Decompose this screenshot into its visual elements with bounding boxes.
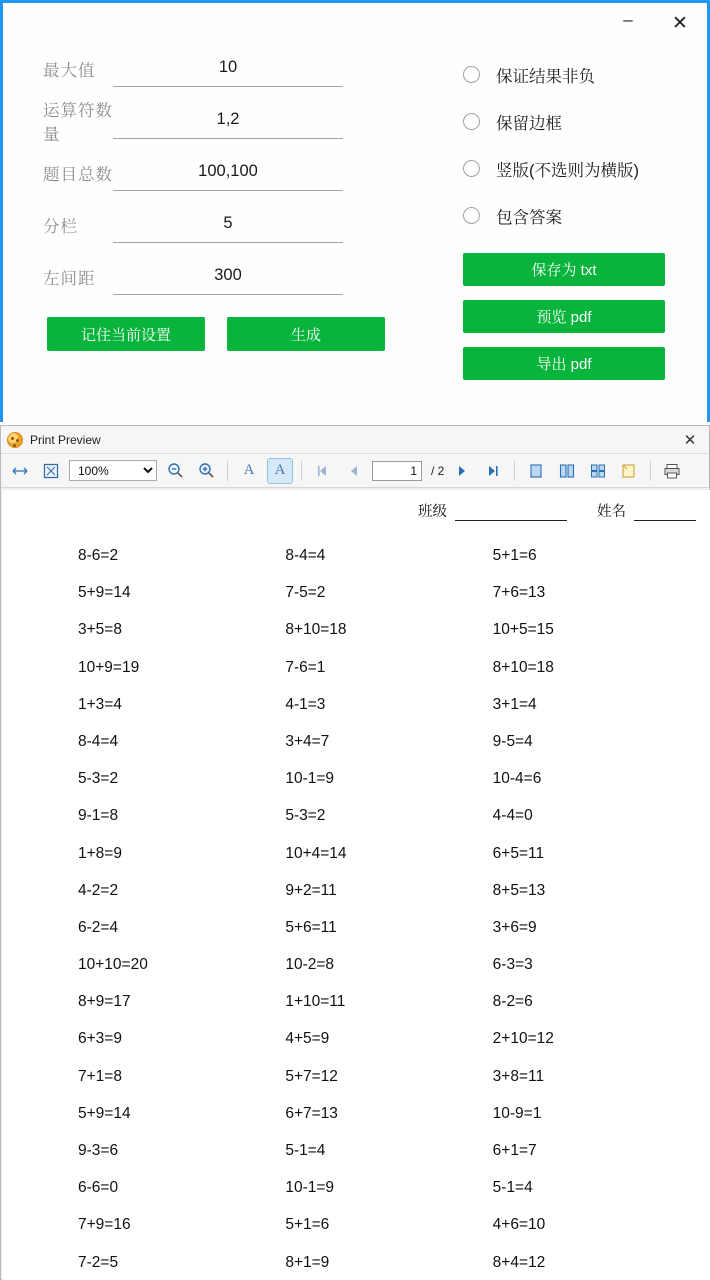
problem-item: 8+10=18 xyxy=(492,658,554,676)
option-label-include-answers: 包含答案 xyxy=(496,208,562,227)
problem-item: 3+5=8 xyxy=(78,621,122,639)
columns-input[interactable] xyxy=(113,207,343,243)
problem-item: 10+10=20 xyxy=(78,956,148,974)
option-label-portrait: 竖版(不选则为横版) xyxy=(496,161,639,180)
input-wrap-operator-count xyxy=(113,103,343,139)
label-max-value: 最大值 xyxy=(43,62,96,80)
left-button-row xyxy=(3,317,433,351)
problem-item: 8-4=4 xyxy=(285,547,326,564)
label-total-problems: 题目总数 xyxy=(43,166,113,184)
right-button-column xyxy=(463,253,665,380)
field-row-total-problems xyxy=(3,147,433,199)
page-number-input[interactable] xyxy=(372,461,422,481)
option-label-keep-border: 保留边框 xyxy=(496,114,562,133)
toolbar-separator-4 xyxy=(650,461,651,481)
problem-item: 8+10=18 xyxy=(285,621,347,639)
problem-item: 6+7=13 xyxy=(285,1104,338,1122)
app-icon xyxy=(7,432,23,448)
field-row-operator-count xyxy=(3,95,433,147)
print-icon[interactable] xyxy=(659,458,685,484)
input-wrap-left-margin xyxy=(113,259,343,295)
input-wrap-columns xyxy=(113,207,343,243)
input-wrap-max-value xyxy=(113,51,343,87)
problem-item: 5+7=12 xyxy=(285,1067,338,1085)
total-problems-input[interactable] xyxy=(113,155,343,191)
problem-item: 5-1=4 xyxy=(285,1142,326,1159)
toolbar-separator-2 xyxy=(301,461,302,481)
page-total-label: / 2 xyxy=(431,463,445,478)
print-preview-window xyxy=(0,425,710,1280)
problem-item: 10-1=9 xyxy=(285,1179,335,1197)
first-page-icon[interactable] xyxy=(310,458,336,484)
radio-icon-non-negative[interactable] xyxy=(463,66,480,83)
notes-icon[interactable] xyxy=(616,458,642,484)
fit-width-icon[interactable] xyxy=(7,458,33,484)
option-portrait[interactable] xyxy=(463,145,710,192)
generator-window xyxy=(0,0,710,422)
problem-item: 8-2=6 xyxy=(492,993,533,1011)
problem-item: 10-4=6 xyxy=(492,770,542,788)
zoom-select[interactable] xyxy=(69,460,157,481)
problem-item: 7-2=5 xyxy=(78,1253,119,1271)
problem-item: 6-2=4 xyxy=(78,918,119,936)
two-page-view-icon[interactable] xyxy=(554,458,580,484)
problem-item: 10+4=14 xyxy=(285,844,347,862)
problem-item: 1+10=11 xyxy=(285,993,346,1011)
problem-item: 3+6=9 xyxy=(492,918,537,936)
field-row-left-margin xyxy=(3,251,433,303)
option-non-negative[interactable] xyxy=(463,51,710,98)
radio-icon-portrait[interactable] xyxy=(463,160,480,177)
problem-item: 5-3=2 xyxy=(78,770,119,788)
fit-page-icon[interactable] xyxy=(38,458,64,484)
problem-item: 3+8=11 xyxy=(492,1067,545,1085)
prev-page-icon[interactable] xyxy=(341,458,367,484)
problem-item: 5-1=4 xyxy=(492,1179,533,1197)
problem-item: 5+9=14 xyxy=(78,1104,131,1122)
remember-settings-button[interactable]: 记住当前设置 xyxy=(47,317,205,351)
print-preview-title: Print Preview xyxy=(30,432,101,447)
print-preview-close-button[interactable]: ✕ xyxy=(683,431,697,449)
next-page-icon[interactable] xyxy=(449,458,475,484)
problem-item: 2+10=12 xyxy=(492,1030,554,1048)
problem-item: 6-3=3 xyxy=(492,956,533,974)
generate-button[interactable]: 生成 xyxy=(227,317,385,351)
problem-item: 8+9=17 xyxy=(78,993,131,1011)
problem-item: 9-1=8 xyxy=(78,807,119,825)
problem-item: 7-5=2 xyxy=(285,584,326,602)
text-size-selected-icon[interactable]: A xyxy=(267,458,293,484)
problem-item: 4-2=2 xyxy=(78,881,119,899)
problem-item: 10-1=9 xyxy=(285,770,335,788)
preview-pdf-button[interactable]: 预览 pdf xyxy=(463,300,665,333)
problem-item: 5+9=14 xyxy=(78,584,131,602)
problem-item: 4+6=10 xyxy=(492,1216,546,1234)
problem-item: 10+5=15 xyxy=(492,621,554,639)
label-columns: 分栏 xyxy=(43,218,78,236)
problem-item: 8+5=13 xyxy=(492,881,546,899)
problem-item: 6+1=7 xyxy=(492,1142,537,1159)
toolbar-separator-3 xyxy=(514,461,515,481)
radio-icon-keep-border[interactable] xyxy=(463,113,480,130)
problem-item: 8+4=12 xyxy=(492,1253,546,1271)
problem-item: 1+3=4 xyxy=(78,695,122,713)
field-row-max-value xyxy=(3,43,433,95)
name-blank-line xyxy=(634,506,696,521)
problem-item: 5+6=11 xyxy=(285,918,337,936)
problem-item: 7+1=8 xyxy=(78,1067,122,1085)
max-value-input[interactable] xyxy=(113,51,343,87)
print-preview-titlebar xyxy=(1,426,709,454)
label-left-margin: 左间距 xyxy=(43,270,96,288)
problem-item: 6+3=9 xyxy=(78,1030,122,1048)
class-label: 班级 xyxy=(418,504,447,520)
class-blank-line xyxy=(455,506,567,521)
name-label: 姓名 xyxy=(597,504,626,520)
operator-count-input[interactable] xyxy=(113,103,343,139)
problem-item: 8-4=4 xyxy=(78,732,119,750)
problem-item: 4-1=3 xyxy=(285,695,326,713)
zoom-out-icon[interactable] xyxy=(162,458,188,484)
minimize-button[interactable]: – xyxy=(623,9,633,29)
settings-form xyxy=(3,43,433,351)
problem-item: 5+1=6 xyxy=(285,1216,330,1234)
export-pdf-button[interactable]: 导出 pdf xyxy=(463,347,665,380)
problem-item: 8-6=2 xyxy=(78,547,119,564)
radio-icon-include-answers[interactable] xyxy=(463,207,480,224)
problem-item: 9-5=4 xyxy=(492,732,533,750)
option-include-answers[interactable] xyxy=(463,192,710,239)
problem-item: 7+9=16 xyxy=(78,1216,131,1234)
input-wrap-total-problems xyxy=(113,155,343,191)
worksheet-header xyxy=(2,490,710,521)
zoom-in-icon[interactable] xyxy=(193,458,219,484)
four-page-view-icon[interactable] xyxy=(585,458,611,484)
problem-grid xyxy=(2,537,710,1280)
problem-item: 3+4=7 xyxy=(285,732,330,750)
problem-item: 10-9=1 xyxy=(492,1104,542,1122)
text-size-icon[interactable]: A xyxy=(243,462,255,478)
close-button[interactable]: ✕ xyxy=(672,12,688,34)
options-area xyxy=(463,51,710,380)
problem-item: 5-3=2 xyxy=(285,807,326,825)
problem-item: 10-2=8 xyxy=(285,956,335,974)
field-row-columns xyxy=(3,199,433,251)
generator-titlebar xyxy=(507,3,707,43)
one-page-view-icon[interactable] xyxy=(523,458,549,484)
problem-item: 6+5=11 xyxy=(492,844,545,862)
last-page-icon[interactable] xyxy=(480,458,506,484)
preview-page xyxy=(2,490,710,1280)
problem-item: 9+2=11 xyxy=(285,881,337,899)
problem-item: 1+8=9 xyxy=(78,844,122,862)
option-label-non-negative: 保证结果非负 xyxy=(496,67,595,86)
problem-item: 5+1=6 xyxy=(492,547,537,564)
left-margin-input[interactable] xyxy=(113,259,343,295)
problem-item: 7-6=1 xyxy=(285,658,326,676)
option-keep-border[interactable] xyxy=(463,98,710,145)
save-as-txt-button[interactable]: 保存为 txt xyxy=(463,253,665,286)
problem-item: 4-4=0 xyxy=(492,807,533,825)
problem-item: 9-3=6 xyxy=(78,1142,119,1159)
problem-item: 6-6=0 xyxy=(78,1179,119,1197)
problem-item: 7+6=13 xyxy=(492,584,546,602)
toolbar-separator xyxy=(227,461,228,481)
problem-item: 8+1=9 xyxy=(285,1253,330,1271)
problem-item: 10+9=19 xyxy=(78,658,140,676)
problem-item: 3+1=4 xyxy=(492,695,537,713)
label-operator-count: 运算符数量 xyxy=(43,102,113,144)
problem-item: 4+5=9 xyxy=(285,1030,330,1048)
print-preview-toolbar xyxy=(1,454,709,488)
